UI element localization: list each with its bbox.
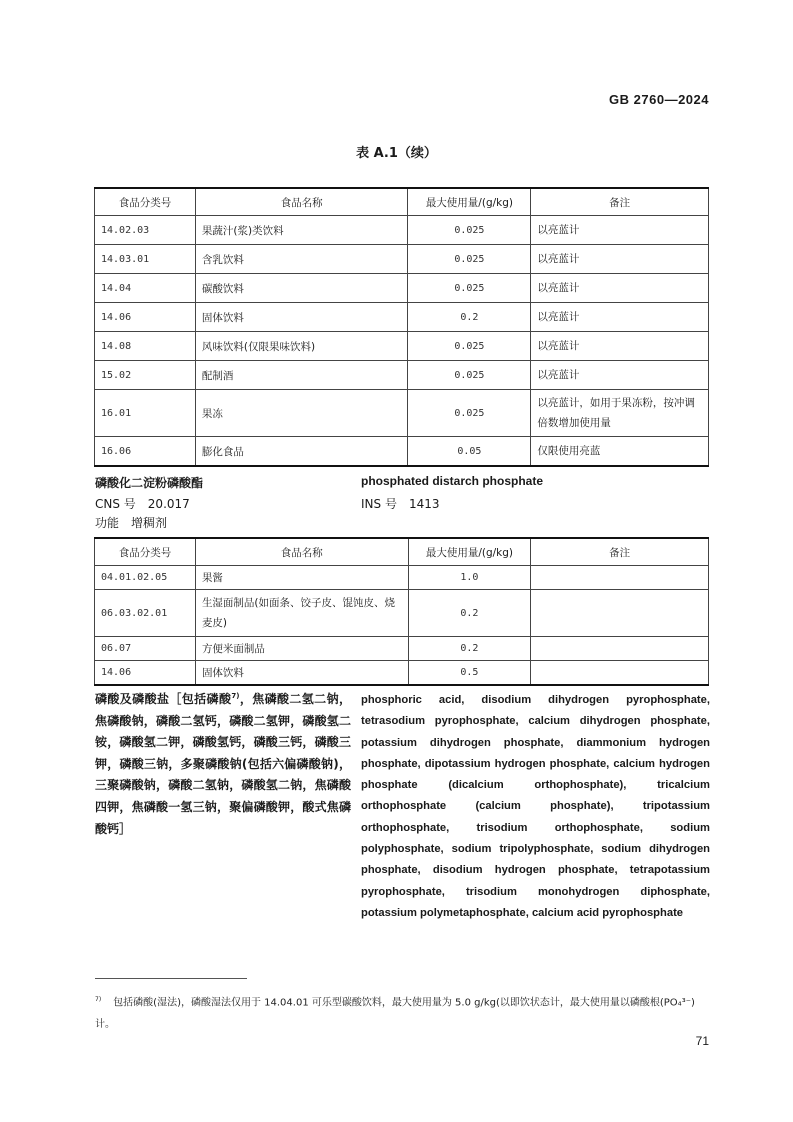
section-heading-cn	[95, 686, 351, 840]
category-code: 14.06	[95, 303, 196, 332]
col-header-food-name: 食品名称	[195, 538, 408, 566]
ins-label: INS 号	[361, 497, 397, 511]
ins-value: 1413	[408, 497, 440, 511]
max-amount: 0.2	[408, 637, 531, 661]
category-code: 14.06	[95, 661, 196, 686]
remark: 以亮蓝计	[531, 274, 709, 303]
footnote-mark: 7)	[95, 996, 102, 1003]
table-row	[95, 590, 709, 637]
remark: 以亮蓝计	[531, 216, 709, 245]
remark: 以亮蓝计	[531, 245, 709, 274]
remark: 以亮蓝计	[531, 303, 709, 332]
substance-name-cn: 磷酸化二淀粉磷酸酯	[95, 476, 204, 490]
max-amount: 0.2	[408, 590, 531, 637]
table-row	[95, 216, 709, 245]
page-number: 71	[695, 1034, 709, 1048]
food-name: 固体饮料	[195, 303, 408, 332]
function-label: 功能	[95, 516, 120, 530]
remark	[531, 566, 709, 590]
food-name: 果冻	[195, 390, 408, 437]
category-code: 06.07	[95, 637, 196, 661]
food-name: 配制酒	[195, 361, 408, 390]
table-header-row	[95, 538, 709, 566]
col-header-food-name: 食品名称	[195, 188, 408, 216]
function-value: 增稠剂	[131, 516, 168, 530]
remark: 仅限使用亮蓝	[531, 437, 709, 467]
food-name: 含乳饮料	[195, 245, 408, 274]
food-name: 方便米面制品	[195, 637, 408, 661]
footnote-ref: 7)	[231, 692, 240, 700]
footnote-text: 包括磷酸(湿法)，磷酸湿法仅用于 14.04.01 可乐型碳酸饮料，最大使用量为 5.0 g/kg(以即饮状态计，最大使用量以磷酸根(PO₄³⁻)计。	[95, 997, 695, 1031]
col-header-remark: 备注	[531, 188, 709, 216]
table-row	[95, 661, 709, 686]
category-code: 14.04	[95, 274, 196, 303]
col-header-remark: 备注	[531, 538, 709, 566]
table-row	[95, 390, 709, 437]
food-name: 果酱	[195, 566, 408, 590]
category-code: 16.06	[95, 437, 196, 467]
table-row	[95, 274, 709, 303]
additive-table-1	[94, 187, 709, 467]
standard-code: GB 2760—2024	[609, 92, 709, 107]
category-code: 14.08	[95, 332, 196, 361]
remark	[531, 637, 709, 661]
col-header-category-code: 食品分类号	[95, 188, 196, 216]
max-amount: 0.2	[408, 303, 531, 332]
additive-table-2	[94, 537, 709, 686]
section-heading-en: phosphoric acid, disodium dihydrogen pyrophosphate, tetrasodium pyrophosphate, calcium dihydrogen phosphate, potassium dihydrogen phosphate, diammonium hydrogen phosphate, dipotassium hydrogen phosphate, calcium hydrogen phosphate (dicalcium orthophosphate), tricalcium orthophosphate (calcium phosphate), tripotassium orthophosphate, trisodium orthophosphate, sodium polyphosphate, sodium tripolyphosphate, sodium dihydrogen phosphate, disodium hydrogen phosphate, tetrapotassium pyrophosphate, trisodium monohydrogen diphosphate, potassium polymetaphosphate, calcium acid pyrophosphate	[361, 694, 710, 919]
remark	[531, 590, 709, 637]
max-amount: 1.0	[408, 566, 531, 590]
food-name: 生湿面制品(如面条、饺子皮、馄饨皮、烧麦皮)	[195, 590, 408, 637]
category-code: 16.01	[95, 390, 196, 437]
remark	[531, 661, 709, 686]
table-title: 表 A.1（续）	[356, 146, 437, 161]
food-name: 果蔬汁(浆)类饮料	[195, 216, 408, 245]
col-header-max-amount: 最大使用量/(g/kg)	[408, 188, 531, 216]
max-amount: 0.025	[408, 274, 531, 303]
section-heading-cn-part2: ，焦磷酸二氢二钠，焦磷酸钠，磷酸二氢钙，磷酸二氢钾，磷酸氢二铵，磷酸氢二钾，磷酸氢钙，磷酸三钙，磷酸三钾，磷酸三钠，多聚磷酸钠(包括六偏磷酸钠)，三聚磷酸钠，磷酸二氢钠，磷酸氢二钠，焦磷酸四钾，焦磷酸一氢三钠，聚偏磷酸钾，酸式焦磷酸钙］	[95, 692, 351, 836]
max-amount: 0.025	[408, 361, 531, 390]
footnote	[95, 989, 713, 1036]
function	[95, 514, 167, 531]
footnote-divider	[95, 978, 247, 979]
remark: 以亮蓝计，如用于果冻粉，按冲调倍数增加使用量	[531, 390, 709, 437]
remark: 以亮蓝计	[531, 332, 709, 361]
food-name: 固体饮料	[195, 661, 408, 686]
category-code: 14.02.03	[95, 216, 196, 245]
max-amount: 0.025	[408, 332, 531, 361]
table-header-row	[95, 188, 709, 216]
category-code: 15.02	[95, 361, 196, 390]
col-header-max-amount: 最大使用量/(g/kg)	[408, 538, 531, 566]
food-name: 碳酸饮料	[195, 274, 408, 303]
table-row	[95, 361, 709, 390]
category-code: 04.01.02.05	[95, 566, 196, 590]
table-row	[95, 437, 709, 467]
category-code: 06.03.02.01	[95, 590, 196, 637]
cns-value: 20.017	[147, 497, 190, 511]
table-row	[95, 245, 709, 274]
substance-name-en: phosphated distarch phosphate	[361, 474, 544, 488]
cns-number	[95, 495, 190, 512]
section-heading-cn-part1: 磷酸及磷酸盐［包括磷酸	[95, 692, 232, 706]
col-header-category-code: 食品分类号	[95, 538, 196, 566]
table-row	[95, 637, 709, 661]
cns-label: CNS 号	[95, 497, 136, 511]
food-name: 膨化食品	[195, 437, 408, 467]
food-name: 风味饮料(仅限果味饮料)	[195, 332, 408, 361]
max-amount: 0.5	[408, 661, 531, 686]
max-amount: 0.025	[408, 390, 531, 437]
table-row	[95, 332, 709, 361]
category-code: 14.03.01	[95, 245, 196, 274]
ins-number	[361, 495, 440, 512]
table-row	[95, 566, 709, 590]
table-row	[95, 303, 709, 332]
max-amount: 0.025	[408, 216, 531, 245]
max-amount: 0.05	[408, 437, 531, 467]
max-amount: 0.025	[408, 245, 531, 274]
remark: 以亮蓝计	[531, 361, 709, 390]
